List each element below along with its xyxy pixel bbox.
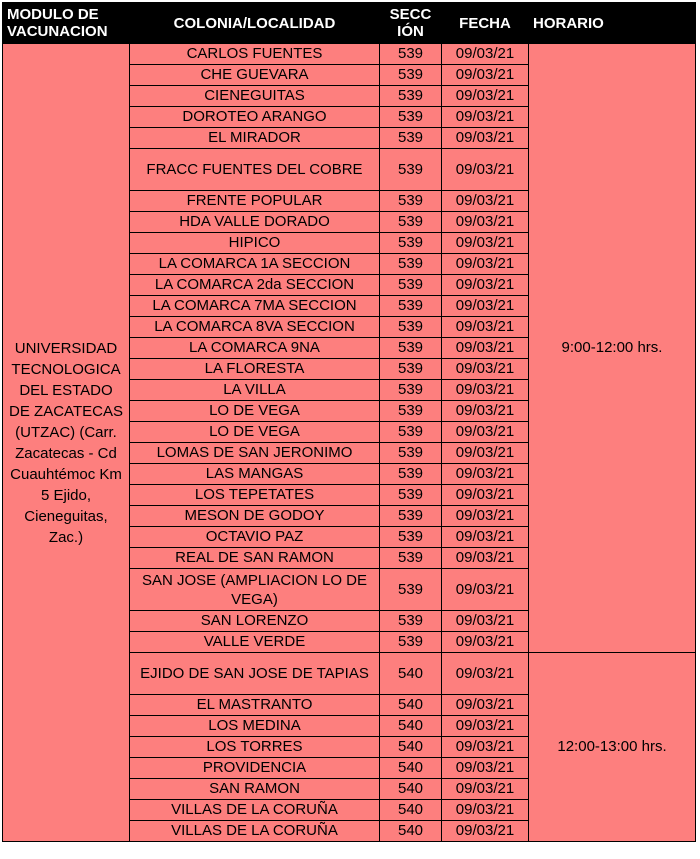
seccion-cell: 539 [380,149,442,191]
colonia-cell: HIPICO [130,233,380,254]
seccion-cell: 540 [380,695,442,716]
fecha-cell: 09/03/21 [442,296,529,317]
colonia-cell: LA COMARCA 9NA [130,338,380,359]
header-fecha: FECHA [442,3,529,44]
seccion-cell: 539 [380,422,442,443]
seccion-cell: 539 [380,359,442,380]
colonia-cell: LO DE VEGA [130,422,380,443]
seccion-cell: 539 [380,65,442,86]
seccion-cell: 539 [380,233,442,254]
colonia-cell: LOS TEPETATES [130,485,380,506]
fecha-cell: 09/03/21 [442,275,529,296]
colonia-cell: PROVIDENCIA [130,758,380,779]
seccion-cell: 540 [380,758,442,779]
seccion-cell: 540 [380,800,442,821]
colonia-cell: LOS MEDINA [130,716,380,737]
header-colonia: COLONIA/LOCALIDAD [130,3,380,44]
seccion-cell: 539 [380,632,442,653]
seccion-cell: 540 [380,653,442,695]
fecha-cell: 09/03/21 [442,128,529,149]
colonia-cell: LA COMARCA 7MA SECCION [130,296,380,317]
seccion-cell: 539 [380,548,442,569]
seccion-cell: 539 [380,443,442,464]
fecha-cell: 09/03/21 [442,758,529,779]
fecha-cell: 09/03/21 [442,653,529,695]
table-header-row [3,3,696,44]
fecha-cell: 09/03/21 [442,716,529,737]
seccion-cell: 539 [380,569,442,611]
colonia-cell: EL MIRADOR [130,128,380,149]
seccion-cell: 539 [380,338,442,359]
fecha-cell: 09/03/21 [442,401,529,422]
colonia-cell: CIENEGUITAS [130,86,380,107]
colonia-cell: LA FLORESTA [130,359,380,380]
fecha-cell: 09/03/21 [442,527,529,548]
horario-cell: 12:00-13:00 hrs. [529,653,696,842]
fecha-cell: 09/03/21 [442,86,529,107]
header-seccion-label: SECCIÓN [389,6,432,40]
fecha-cell: 09/03/21 [442,464,529,485]
seccion-cell: 539 [380,485,442,506]
header-modulo: MODULO DE VACUNACION [3,3,130,44]
fecha-cell: 09/03/21 [442,233,529,254]
colonia-cell: EL MASTRANTO [130,695,380,716]
colonia-cell: LOS TORRES [130,737,380,758]
fecha-cell: 09/03/21 [442,380,529,401]
colonia-cell: LAS MANGAS [130,464,380,485]
fecha-cell: 09/03/21 [442,317,529,338]
seccion-cell: 540 [380,737,442,758]
fecha-cell: 09/03/21 [442,443,529,464]
seccion-cell: 540 [380,779,442,800]
header-seccion [380,3,442,44]
table-body [3,44,696,842]
fecha-cell: 09/03/21 [442,611,529,632]
seccion-cell: 539 [380,527,442,548]
seccion-cell: 539 [380,254,442,275]
fecha-cell: 09/03/21 [442,821,529,842]
fecha-cell: 09/03/21 [442,65,529,86]
colonia-cell: VALLE VERDE [130,632,380,653]
fecha-cell: 09/03/21 [442,422,529,443]
seccion-cell: 539 [380,275,442,296]
fecha-cell: 09/03/21 [442,44,529,65]
seccion-cell: 540 [380,821,442,842]
colonia-cell: REAL DE SAN RAMON [130,548,380,569]
colonia-cell: SAN LORENZO [130,611,380,632]
seccion-cell: 539 [380,128,442,149]
fecha-cell: 09/03/21 [442,359,529,380]
colonia-cell: LOMAS DE SAN JERONIMO [130,443,380,464]
fecha-cell: 09/03/21 [442,107,529,128]
fecha-cell: 09/03/21 [442,338,529,359]
colonia-cell: SAN JOSE (AMPLIACION LO DE VEGA) [130,569,380,611]
seccion-cell: 539 [380,506,442,527]
seccion-cell: 539 [380,107,442,128]
seccion-cell: 539 [380,317,442,338]
fecha-cell: 09/03/21 [442,737,529,758]
horario-cell: 9:00-12:00 hrs. [529,44,696,653]
colonia-cell: EJIDO DE SAN JOSE DE TAPIAS [130,653,380,695]
colonia-cell: FRENTE POPULAR [130,191,380,212]
fecha-cell: 09/03/21 [442,569,529,611]
colonia-cell: VILLAS DE LA CORUÑA [130,800,380,821]
fecha-cell: 09/03/21 [442,254,529,275]
seccion-cell: 539 [380,401,442,422]
colonia-cell: SAN RAMON [130,779,380,800]
seccion-cell: 539 [380,212,442,233]
fecha-cell: 09/03/21 [442,632,529,653]
seccion-cell: 539 [380,191,442,212]
fecha-cell: 09/03/21 [442,191,529,212]
table-row [3,44,696,65]
fecha-cell: 09/03/21 [442,548,529,569]
colonia-cell: VILLAS DE LA CORUÑA [130,821,380,842]
fecha-cell: 09/03/21 [442,212,529,233]
fecha-cell: 09/03/21 [442,506,529,527]
seccion-cell: 539 [380,464,442,485]
modulo-cell: UNIVERSIDAD TECNOLOGICA DEL ESTADO DE ZACATECAS (UTZAC) (Carr. Zacatecas - Cd Cuauhtémoc Km 5 Ejido, Cieneguitas, Zac.) [3,44,130,842]
colonia-cell: FRACC FUENTES DEL COBRE [130,149,380,191]
fecha-cell: 09/03/21 [442,695,529,716]
header-horario: HORARIO [529,3,696,44]
seccion-cell: 539 [380,611,442,632]
colonia-cell: MESON DE GODOY [130,506,380,527]
seccion-cell: 539 [380,380,442,401]
seccion-cell: 539 [380,44,442,65]
fecha-cell: 09/03/21 [442,149,529,191]
colonia-cell: CHE GUEVARA [130,65,380,86]
fecha-cell: 09/03/21 [442,800,529,821]
fecha-cell: 09/03/21 [442,485,529,506]
fecha-cell: 09/03/21 [442,779,529,800]
colonia-cell: LA COMARCA 8VA SECCION [130,317,380,338]
colonia-cell: CARLOS FUENTES [130,44,380,65]
vaccination-table [2,2,696,842]
seccion-cell: 539 [380,86,442,107]
colonia-cell: LA COMARCA 2da SECCION [130,275,380,296]
seccion-cell: 539 [380,296,442,317]
colonia-cell: DOROTEO ARANGO [130,107,380,128]
colonia-cell: OCTAVIO PAZ [130,527,380,548]
colonia-cell: LO DE VEGA [130,401,380,422]
colonia-cell: LA COMARCA 1A SECCION [130,254,380,275]
colonia-cell: LA VILLA [130,380,380,401]
seccion-cell: 540 [380,716,442,737]
colonia-cell: HDA VALLE DORADO [130,212,380,233]
